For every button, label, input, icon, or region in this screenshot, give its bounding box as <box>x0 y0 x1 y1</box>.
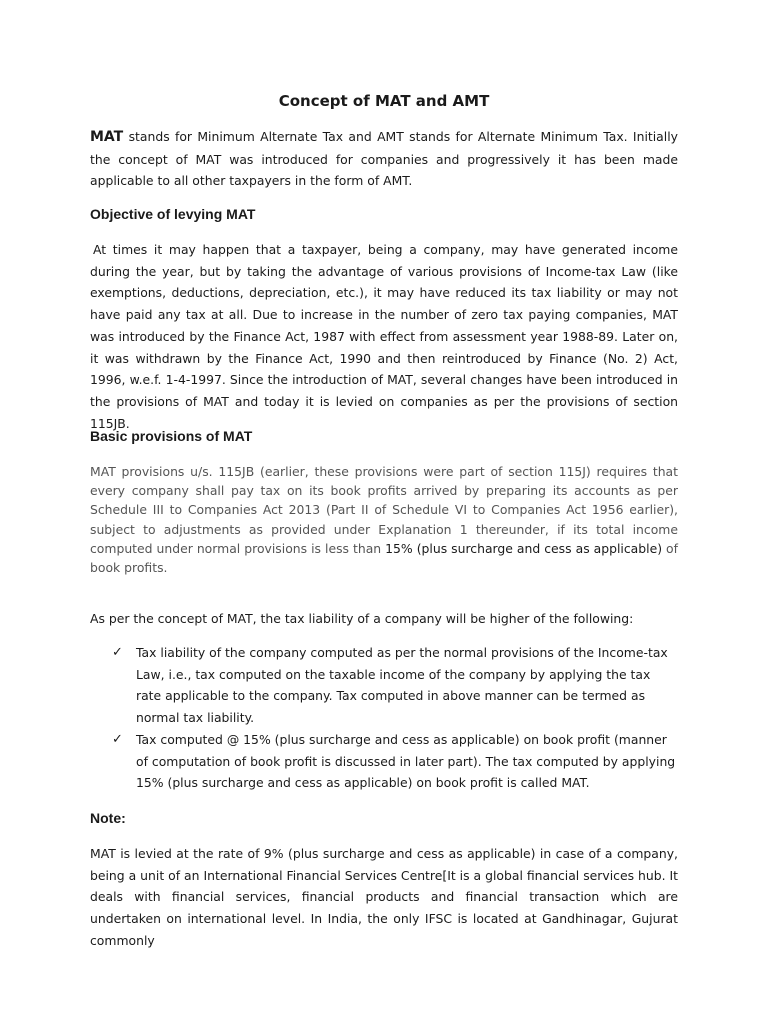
intro-paragraph <box>90 126 678 192</box>
note-heading: Note: <box>90 810 126 826</box>
note-paragraph: MAT is levied at the rate of 9% (plus surcharge and cess as applicable) in case of a company, being a unit of an International Financial Services Centre[It is a global financial services hub. It deals with financial services, financial products and financial transaction which are undertaken on international level. In India, the only IFSC is located at Gandhinagar, Gujurat commonly <box>90 846 678 948</box>
basic-provisions-text: MAT provisions u/s. 115JB (earlier, these provisions were part of section 115J) requires that every company shall pay tax on its book profits arrived by preparing its accounts as per Schedule III to Companies Act 2013 (Part II of Schedule VI to Companies Act 1956 earlier), subject to adjustments as provided under Explanation 1 thereunder, if its total income computed under normal provisions is less than <box>90 464 678 556</box>
basic-provisions-paragraph <box>90 462 678 577</box>
list-item-text: Tax computed @ 15% (plus surcharge and cess as applicable) on book profit (manner of computation of book profit is discussed in later part). The tax computed by applying 15% (plus surcharge and cess as applicable) on book profit is called MAT. <box>136 731 676 791</box>
intro-lead-term: MAT <box>90 129 124 145</box>
basic-provisions-text-end: of book profits. <box>90 540 678 576</box>
intro-text: stands for Minimum Alternate Tax and AMT stands for Alternate Minimum Tax. Initially the concept of MAT was introduced for companies and progressively it has been made applicable to all other taxpayers in the form of AMT. <box>90 129 678 189</box>
liability-checklist <box>112 642 678 794</box>
objective-heading: Objective of levying MAT <box>90 206 256 222</box>
checkmark-icon: ✓ <box>112 731 123 747</box>
list-item <box>112 729 678 794</box>
page-title: Concept of MAT and AMT <box>278 92 490 110</box>
basic-provisions-rate: 15% (plus surcharge and cess as applicable) <box>385 540 663 556</box>
basic-provisions-heading: Basic provisions of MAT <box>90 428 253 444</box>
list-item-text: Tax liability of the company computed as per the normal provisions of the Income-tax Law, i.e., tax computed on the taxable income of the company by applying the tax rate applicable to the company. Tax computed in above manner can be termed as normal tax liability. <box>136 645 668 726</box>
objective-paragraph: At times it may happen that a taxpayer, being a company, may have generated income during the year, but by taking the advantage of various provisions of Income-tax Law (like exemptions, deductions, depreciation, etc.), it may have reduced its tax liability or may not have paid any tax at all. Due to increase in the number of zero tax paying companies, MAT was introduced by the Finance Act, 1987 with effect from assessment year 1988-89. Later on, it was withdrawn by the Finance Act, 1990 and then reintroduced by Finance (No. 2) Act, 1996, w.e.f. 1-4-1997. Since the introduction of MAT, several changes have been introduced in the provisions of MAT and today it is levied on companies as per the provisions of section 115JB. <box>90 242 678 431</box>
list-item <box>112 642 678 729</box>
liability-intro: As per the concept of MAT, the tax liability of a company will be higher of the following: <box>90 611 634 626</box>
checkmark-icon: ✓ <box>112 645 123 660</box>
